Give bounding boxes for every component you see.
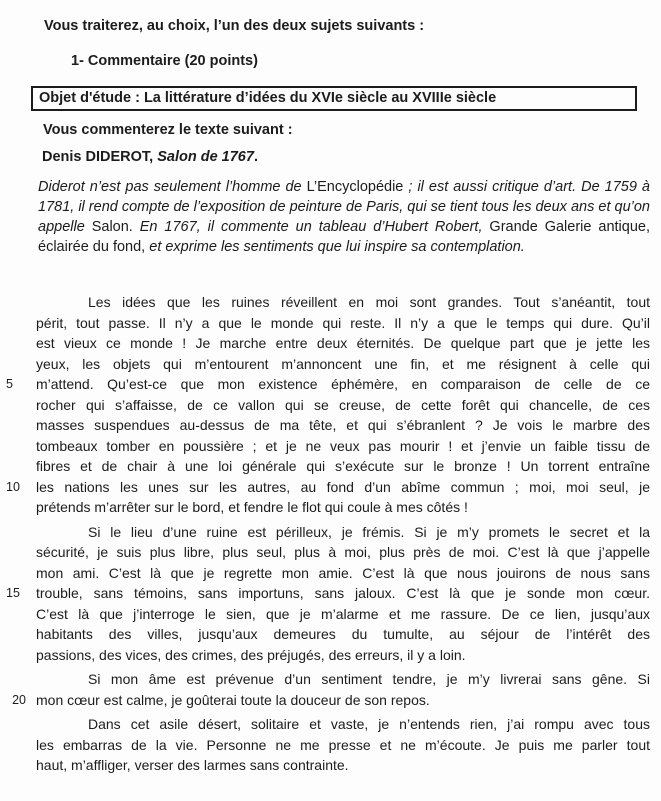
chapeau-segment: ; il est aussi critique d’art. De 1759 à 1781, il rend compte de l’exposition de peinture de Paris, qui se tient tous les deux ans et qu’on appelle bbox=[38, 179, 650, 235]
text-line: Dans cet asile désert, solitaire et vaste, je n’entends rien, j’ai rompu avec tous bbox=[88, 716, 650, 732]
main-text bbox=[6, 292, 650, 776]
text-line: sécurité, je suis plus libre, plus seul, plus à moi, plus près de moi. C’est là que j’appelle bbox=[36, 544, 650, 560]
chapeau-segment: Diderot n’est pas seulement l’homme de bbox=[38, 179, 307, 195]
work-title bbox=[42, 149, 647, 165]
text-line bbox=[6, 477, 650, 498]
text-line: Si le lieu d’une ruine est périlleux, je frémis. Si je m’y promets le secret et la bbox=[88, 523, 650, 540]
line-number: 15 bbox=[6, 586, 20, 600]
work-title-salon: Salon. bbox=[91, 219, 140, 235]
text-line: fibres et de chair à une loi générale qui s’exécute sur le bronze ! Un torrent entraîne bbox=[36, 458, 650, 474]
work-title-encyclopedie: L’Encyclopédie bbox=[306, 179, 404, 195]
text-line bbox=[6, 374, 650, 395]
text-line-content: trouble, sans témoins, sans importuns, sans jaloux. C’est là que je sonde mon cœur. bbox=[36, 585, 650, 601]
consigne-text: Vous commenterez le texte suivant : bbox=[43, 122, 293, 138]
work-name: Salon de 1767 bbox=[157, 149, 254, 165]
chapeau-segment: En 1767, il commente un tableau d’Hubert Robert, bbox=[139, 219, 490, 235]
objet-etude-label: Objet d'étude : La littérature d’idées du XVIe siècle au XVIIIe siècle bbox=[39, 90, 497, 106]
text-line-content: mon cœur est calme, je goûterai toute la douceur de son repos. bbox=[36, 691, 430, 708]
text-line: tombeaux tomber en poussière ; et je ne veux pas mourir ! et j’envie un faible tissu de bbox=[36, 437, 650, 454]
text-line: masses suspendues au-dessus de ma tête, et qui s’ébranlent ? Je vois le marbre des bbox=[36, 417, 650, 433]
exam-instruction: Vous traiterez, au choix, l’un des deux sujets suivants : bbox=[44, 18, 425, 34]
text-line: C’est là que j’interroge le sien, que je m’alarme et me rassure. De ce lien, jusqu’aux bbox=[36, 605, 650, 622]
subject-heading: 1- Commentaire (20 points) bbox=[71, 53, 258, 69]
work-title-galerie: Grande Galerie antique, éclairée du fond, bbox=[38, 219, 650, 255]
text-line: Si mon âme est prévenue d’un sentiment tendre, je m’y livrerai sans gêne. Si bbox=[88, 671, 650, 687]
text-line: rocher qui s’affaisse, de ce vallon qui se creuse, de cette forêt qui chancelle, de ces bbox=[36, 396, 650, 413]
author-name: Denis DIDEROT, bbox=[42, 149, 158, 165]
text-line: est vieux ce monde ! Je marche entre deux éternités. De quelque part que je jette les bbox=[36, 335, 650, 351]
text-line bbox=[6, 583, 650, 604]
line-number: 5 bbox=[6, 377, 13, 391]
text-line: passions, des vices, des crimes, des préjugés, des erreurs, il y a loin. bbox=[36, 646, 466, 663]
text-line: habitants des villes, jusqu’aux demeures du tumulte, au séjour de l’intérêt des bbox=[36, 626, 650, 642]
introductory-note bbox=[38, 177, 650, 257]
line-number: 20 bbox=[12, 692, 26, 707]
text-line-content: m’attend. Qu’est-ce que mon existence éphémère, en comparaison de celle de ce bbox=[36, 376, 650, 392]
title-suffix: . bbox=[253, 149, 258, 165]
text-line bbox=[12, 690, 650, 711]
text-line: périt, tout passe. Il n’y a que le monde qui reste. Il n’y a que le temps qui dure. Qu’il bbox=[36, 314, 650, 331]
text-line: prétends m’arrêter sur le bord, et fendre le flot qui coule à mes côtés ! bbox=[36, 499, 468, 515]
text-line: mon ami. C’est là que je regrette mon amie. C’est là que nous jouirons de nous sans bbox=[36, 564, 650, 581]
text-line: les embarras de la vie. Personne ne me presse et ne m’écoute. Je puis me parler tout bbox=[36, 736, 650, 753]
line-number: 10 bbox=[6, 479, 20, 494]
text-line-content: les nations les unes sur les autres, au fond d’un abîme commun ; moi, moi seul, je bbox=[36, 478, 650, 495]
text-line: yeux, les objets qui m’entourent m’annoncent une fin, et me résignent à celle qui bbox=[36, 355, 650, 372]
text-line: haut, m’affliger, verser des larmes sans contrainte. bbox=[36, 757, 349, 773]
chapeau-segment: et exprime les sentiments que lui inspire sa contemplation. bbox=[149, 239, 525, 255]
objet-etude-box bbox=[31, 86, 637, 111]
text-line: Les idées que les ruines réveillent en moi sont grandes. Tout s’anéantit, tout bbox=[88, 294, 650, 310]
